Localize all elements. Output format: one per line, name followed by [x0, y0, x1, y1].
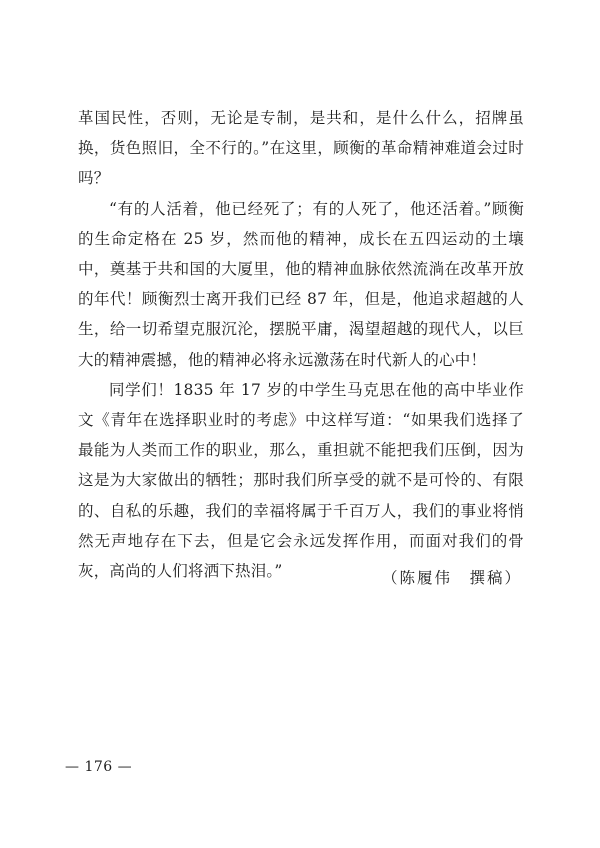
- author-byline: （陈履伟 撰稿）: [381, 569, 522, 587]
- paragraph-gu-heng-spirit: “有的人活着，他已经死了；有的人死了，他还活着。”顾衡的生命定格在 25 岁，然而他的精神，成长在五四运动的土壤中，奠基于共和国的大厦里，他的精神血脉依然流淌在改革开放的年代！顾衡烈士离开我们已经 87 年，但是，他追求超越的人生，给一切希望克服沉沦，摆脱平庸，渴望超越的现代人，以巨大的精神震撼，他的精神必将永远激荡在时代新人的心中！: [78, 199, 524, 369]
- paragraph-continuation: 革国民性，否则，无论是专制，是共和，是什么什么，招牌虽换，货色照旧，全不行的。”在这里，顾衡的革命精神难道会过时吗？: [78, 109, 524, 188]
- paragraph-marx-quote: 同学们！1835 年 17 岁的中学生马克思在他的高中毕业作文《青年在选择职业时的考虑》中这样写道：“如果我们选择了最能为人类而工作的职业，那么，重担就不能把我们压倒，因为这是为大家做出的牺牲；那时我们所享受的就不是可怜的、有限的、自私的乐趣，我们的幸福将属于千百万人，我们的事业将悄然无声地存在下去，但是它会永远发挥作用，而面对我们的骨灰，高尚的人们将洒下热泪。”: [78, 380, 524, 581]
- page-number: — 176 —: [65, 759, 133, 775]
- page-body: [78, 103, 524, 586]
